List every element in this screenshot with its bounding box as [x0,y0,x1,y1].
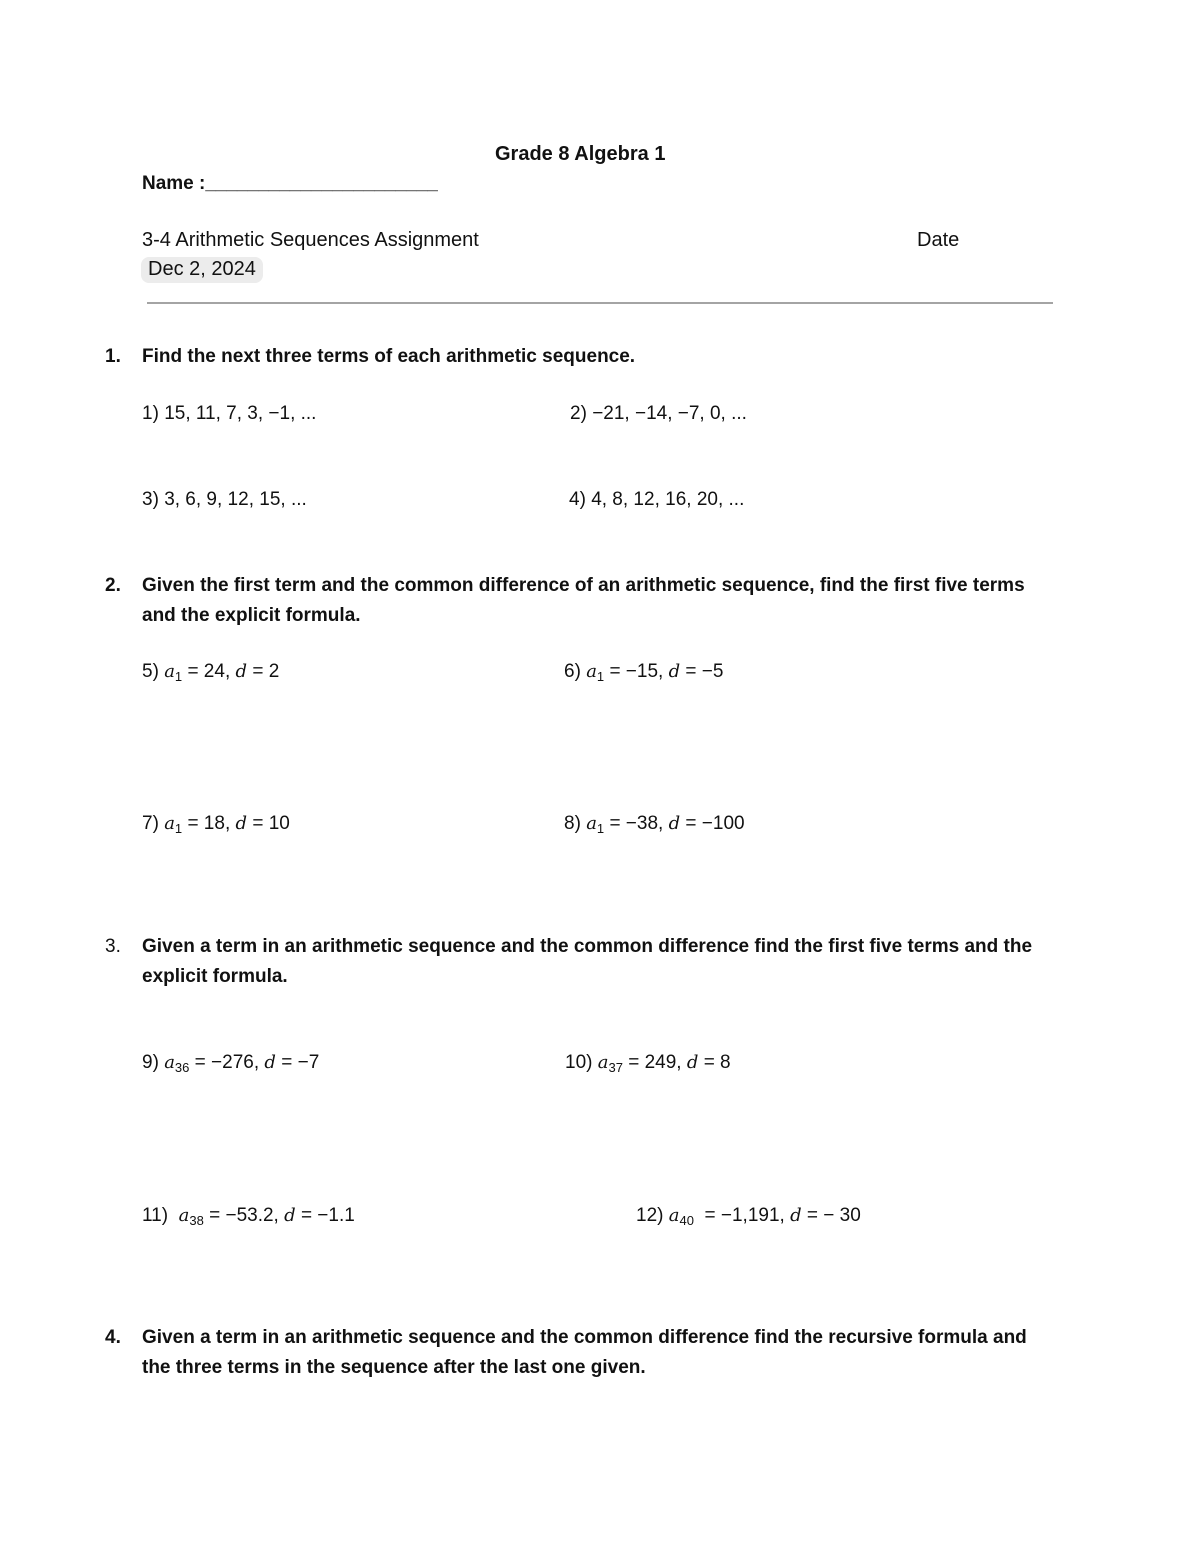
problem-5 [142,661,279,683]
term-index: 37 [608,1060,623,1075]
term-variable: a [164,661,175,682]
problem-12 [636,1205,861,1227]
term-variable: a [586,661,597,682]
problem-label: 9) [142,1052,159,1073]
problem-label: 8) [564,813,581,834]
difference-variable: d [235,661,248,682]
problem-label: 10) [565,1052,593,1073]
difference-variable: d [668,813,681,834]
section-3-number: 3. [105,936,121,957]
term-value: = 249, [628,1052,682,1073]
worksheet-title: Grade 8 Algebra 1 [495,143,666,165]
difference-variable: d [790,1205,802,1226]
difference-value: = 2 [252,661,280,682]
problem-8 [564,813,745,835]
difference-value: = −5 [685,661,724,682]
difference-value: = −1.1 [300,1205,355,1226]
problem-text: 3, 6, 9, 12, 15, ... [164,489,307,510]
difference-variable: d [264,1052,276,1073]
term-index: 40 [679,1213,694,1228]
section-2-prompt: Given the first term and the common difference of an arithmetic sequence, find the first five terms and the explicit formula. [142,575,1025,626]
assignment-title: 3-4 Arithmetic Sequences Assignment [142,229,479,251]
term-index: 36 [174,1060,190,1075]
difference-variable: d [284,1205,296,1226]
problem-1 [142,403,316,425]
term-value: = 24, [187,661,231,682]
section-2-number: 2. [105,575,121,596]
term-value: = −53.2, [209,1205,279,1226]
term-variable: a [597,1052,609,1073]
term-value: = −276, [194,1052,260,1073]
section-3-prompt: Given a term in an arithmetic sequence and the common difference find the first five terms and the explicit formula. [142,936,1033,987]
problem-11 [142,1205,355,1227]
problem-2 [570,403,747,425]
term-variable: a [164,1052,175,1073]
problem-label: 3) [142,489,159,510]
problem-label: 12) [636,1205,664,1226]
term-variable: a [164,813,175,834]
term-index: 1 [596,821,605,836]
problem-label: 4) [569,489,586,510]
header-divider [147,302,1053,304]
problem-label: 7) [142,813,159,834]
problem-3 [142,489,307,511]
term-value: = −38, [609,813,664,834]
problem-label: 2) [570,403,587,424]
term-index: 1 [174,669,183,684]
problem-7 [142,813,290,835]
difference-value: = 10 [252,813,290,834]
section-1-prompt: Find the next three terms of each arithmetic sequence. [142,346,636,367]
difference-variable: d [668,661,681,682]
term-variable: a [586,813,597,834]
difference-value: = − 30 [806,1205,861,1226]
problem-6 [564,661,723,683]
problem-9 [142,1052,319,1074]
term-value: = −15, [609,661,664,682]
section-4-number: 4. [105,1327,121,1348]
difference-value: = 8 [703,1052,731,1073]
problem-label: 5) [142,661,159,682]
problem-label: 6) [564,661,581,682]
term-index: 38 [189,1213,204,1228]
problem-4 [569,489,744,511]
problem-text: 4, 8, 12, 16, 20, ... [591,489,745,510]
term-value: = −1,191, [704,1205,785,1226]
date-label: Date [917,229,960,251]
problem-text: 15, 11, 7, 3, −1, ... [164,403,317,424]
term-value: = 18, [187,813,231,834]
problem-label: 11) [142,1205,169,1226]
term-variable: a [668,1205,680,1226]
name-field[interactable]: Name :______________________ [142,173,438,194]
problem-label: 1) [142,403,159,424]
difference-value: = −100 [685,813,745,834]
difference-variable: d [235,813,248,834]
section-1-number: 1. [105,346,121,367]
section-4-prompt: Given a term in an arithmetic sequence and the common difference find the recursive formula and the three terms in the sequence after the last one given. [142,1327,1027,1378]
term-index: 1 [596,669,605,684]
term-index: 1 [174,821,183,836]
term-variable: a [178,1205,190,1226]
difference-variable: d [686,1052,699,1073]
date-chip[interactable]: Dec 2, 2024 [141,257,263,283]
problem-10 [565,1052,731,1074]
problem-text: −21, −14, −7, 0, ... [592,403,747,424]
difference-value: = −7 [281,1052,320,1073]
